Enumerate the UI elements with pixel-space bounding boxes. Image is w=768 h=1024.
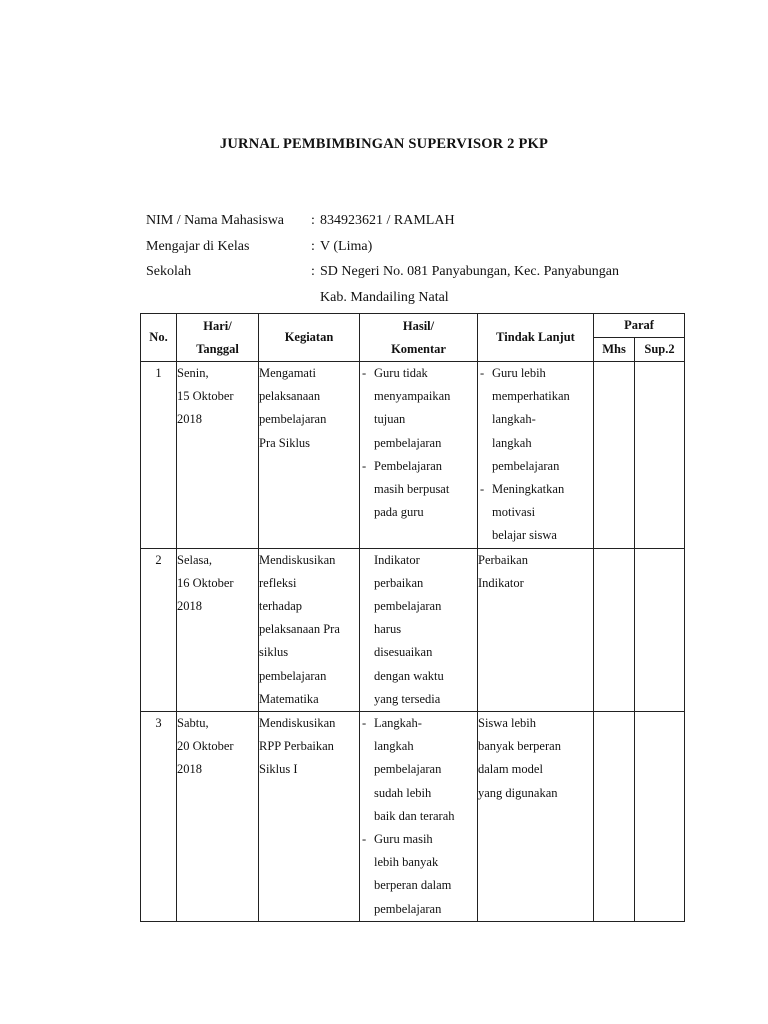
tindak-item bbox=[478, 478, 593, 548]
tindak-list bbox=[478, 362, 593, 548]
date-line: 2018 bbox=[177, 412, 202, 427]
date-line: Sabtu, bbox=[177, 716, 209, 731]
document-title: JURNAL PEMBIMBINGAN SUPERVISOR 2 PKP bbox=[219, 136, 549, 152]
row-tindak-lanjut bbox=[478, 712, 594, 922]
kegiatan-line: Siklus I bbox=[259, 762, 298, 777]
row-kegiatan bbox=[259, 548, 360, 711]
header-mhs: Mhs bbox=[594, 338, 635, 362]
paraf-mhs-cell bbox=[594, 712, 635, 922]
header-hari-tanggal bbox=[177, 314, 259, 362]
paraf-mhs-cell bbox=[594, 362, 635, 549]
table-row bbox=[141, 712, 685, 922]
header-hasil-komentar bbox=[360, 314, 478, 362]
table-row bbox=[141, 548, 685, 711]
header-no: No. bbox=[141, 314, 177, 362]
paraf-mhs-cell bbox=[594, 548, 635, 711]
header-tindak-lanjut: Tindak Lanjut bbox=[478, 314, 594, 362]
kelas-label: Mengajar di Kelas bbox=[146, 238, 250, 254]
hasil-line: menyampaikan bbox=[374, 389, 451, 404]
header-hasil: Hasil/ bbox=[402, 318, 435, 333]
tindak-line: Perbaikan bbox=[478, 552, 528, 567]
kegiatan-line: Pra Siklus bbox=[259, 435, 311, 450]
header-tanggal: Tanggal bbox=[196, 341, 239, 356]
hasil-line: - Langkah- bbox=[374, 716, 422, 731]
kegiatan-line: siklus bbox=[259, 645, 289, 660]
tindak-line: memperhatikan bbox=[492, 389, 570, 404]
row-tindak-lanjut bbox=[478, 362, 594, 549]
kegiatan-line: pembelajaran bbox=[259, 668, 327, 683]
tindak-line: motivasi bbox=[492, 505, 536, 520]
hasil-line: - Pembelajaran bbox=[374, 458, 443, 473]
hasil-line: tujuan bbox=[374, 412, 406, 427]
row-hasil bbox=[360, 362, 478, 549]
hasil-line: pembelajaran bbox=[374, 901, 442, 916]
row-date bbox=[177, 362, 259, 549]
hasil-line: - Guru masih bbox=[374, 832, 433, 847]
row-number: 1 bbox=[141, 362, 177, 549]
hasil-line: masih berpusat bbox=[374, 482, 450, 497]
tindak-line: yang digunakan bbox=[478, 785, 558, 800]
hasil-line: pembelajaran bbox=[374, 599, 442, 614]
tindak-line: - Meningkatkan bbox=[492, 482, 565, 497]
nim-label: NIM / Nama Mahasiswa bbox=[146, 213, 285, 228]
kegiatan-line: pembelajaran bbox=[259, 412, 327, 427]
tindak-line: dalam model bbox=[478, 762, 543, 777]
row-number: 3 bbox=[141, 712, 177, 922]
date-line: Senin, bbox=[177, 366, 209, 380]
kegiatan-line: pelaksanaan bbox=[259, 389, 321, 404]
hasil-line: baik dan terarah bbox=[374, 808, 455, 823]
tindak-line: langkah bbox=[492, 435, 532, 450]
header-hari: Hari/ bbox=[203, 318, 232, 333]
row-date bbox=[177, 548, 259, 711]
hasil-list bbox=[360, 362, 477, 524]
hasil-list bbox=[360, 712, 477, 921]
date-line: 2018 bbox=[177, 762, 202, 777]
date-line: 2018 bbox=[177, 599, 202, 614]
hasil-line: pembelajaran bbox=[374, 762, 442, 777]
hasil-line: berperan dalam bbox=[374, 878, 452, 893]
date-line: 20 Oktober bbox=[177, 739, 234, 754]
journal-table bbox=[140, 313, 685, 922]
tindak-line: belajar siswa bbox=[492, 528, 557, 543]
sekolah-label: Sekolah bbox=[146, 264, 192, 279]
kegiatan-line: RPP Perbaikan bbox=[259, 739, 334, 754]
kegiatan-line: Matematika bbox=[259, 691, 319, 706]
tindak-item bbox=[478, 362, 593, 478]
kegiatan-line: Mengamati bbox=[259, 366, 316, 380]
nim-value: 834923621 / RAMLAH bbox=[320, 213, 455, 228]
hasil-line: perbaikan bbox=[374, 575, 424, 590]
header-paraf: Paraf bbox=[594, 314, 685, 338]
row-kegiatan bbox=[259, 362, 360, 549]
colon: : bbox=[311, 238, 315, 254]
colon: : bbox=[311, 213, 315, 228]
row-number: 2 bbox=[141, 548, 177, 711]
table-row bbox=[141, 362, 685, 549]
hasil-line: langkah bbox=[374, 739, 414, 754]
paraf-sup2-cell bbox=[635, 712, 685, 922]
hasil-line: pada guru bbox=[374, 505, 424, 520]
tindak-line: Siswa lebih bbox=[478, 716, 536, 731]
date-line: Selasa, bbox=[177, 552, 213, 567]
row-hasil bbox=[360, 712, 478, 922]
tindak-line: langkah- bbox=[492, 412, 536, 427]
paraf-sup2-cell bbox=[635, 548, 685, 711]
sekolah-value-line2: Kab. Mandailing Natal bbox=[320, 289, 449, 305]
paraf-sup2-cell bbox=[635, 362, 685, 549]
date-line: 15 Oktober bbox=[177, 389, 234, 404]
date-line: 16 Oktober bbox=[177, 575, 234, 590]
tindak-line: pembelajaran bbox=[492, 458, 560, 473]
colon: : bbox=[311, 264, 315, 279]
header-komentar: Komentar bbox=[391, 341, 446, 356]
sekolah-value-line1: SD Negeri No. 081 Panyabungan, Kec. Panyabungan bbox=[320, 264, 619, 279]
kegiatan-line: Mendiskusikan bbox=[259, 716, 336, 731]
hasil-line: sudah lebih bbox=[374, 785, 432, 800]
row-kegiatan bbox=[259, 712, 360, 922]
row-tindak-lanjut bbox=[478, 548, 594, 711]
hasil-text bbox=[360, 549, 477, 711]
hasil-line: harus bbox=[374, 622, 402, 637]
hasil-line: pembelajaran bbox=[374, 435, 442, 450]
hasil-item bbox=[360, 828, 477, 921]
kegiatan-line: pelaksanaan Pra bbox=[259, 622, 340, 637]
hasil-item bbox=[360, 712, 477, 828]
header-kegiatan: Kegiatan bbox=[259, 314, 360, 362]
hasil-line: yang tersedia bbox=[374, 691, 441, 706]
kegiatan-line: Mendiskusikan bbox=[259, 552, 336, 567]
kelas-value: V (Lima) bbox=[320, 238, 373, 254]
row-date bbox=[177, 712, 259, 922]
hasil-line: dengan waktu bbox=[374, 668, 444, 683]
hasil-line: Indikator bbox=[374, 552, 420, 567]
hasil-item bbox=[360, 455, 477, 525]
tindak-line: banyak berperan bbox=[478, 739, 561, 754]
hasil-line: - Guru tidak bbox=[374, 366, 428, 380]
hasil-item bbox=[360, 362, 477, 455]
hasil-line: lebih banyak bbox=[374, 855, 439, 870]
header-sup2: Sup.2 bbox=[635, 338, 685, 362]
tindak-line: Indikator bbox=[478, 575, 524, 590]
row-hasil bbox=[360, 548, 478, 711]
tindak-line: - Guru lebih bbox=[492, 366, 546, 380]
kegiatan-line: terhadap bbox=[259, 599, 303, 614]
kegiatan-line: refleksi bbox=[259, 575, 297, 590]
hasil-line: disesuaikan bbox=[374, 645, 433, 660]
